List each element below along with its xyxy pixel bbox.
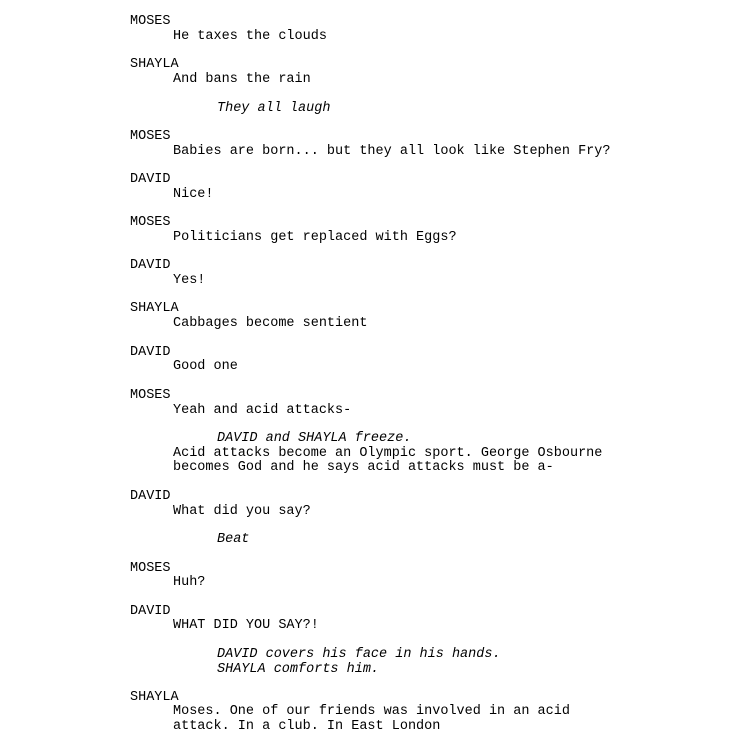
dialogue-line: becomes God and he says acid attacks must be a-: [173, 460, 554, 475]
character-name: MOSES: [130, 388, 171, 403]
dialogue-line: Yes!: [173, 273, 206, 288]
character-name: SHAYLA: [130, 57, 179, 72]
character-name: MOSES: [130, 129, 171, 144]
character-name: DAVID: [130, 345, 171, 360]
dialogue-line: And bans the rain: [173, 72, 311, 87]
dialogue-line: Yeah and acid attacks-: [173, 403, 352, 418]
stage-direction: They all laugh: [217, 101, 331, 116]
character-name: DAVID: [130, 489, 171, 504]
dialogue-line: WHAT DID YOU SAY?!: [173, 618, 319, 633]
stage-direction: Beat: [217, 532, 250, 547]
dialogue-line: Nice!: [173, 187, 214, 202]
character-name: DAVID: [130, 172, 171, 187]
character-name: MOSES: [130, 561, 171, 576]
dialogue-line: attack. In a club. In East London: [173, 719, 441, 734]
stage-direction: DAVID and SHAYLA freeze.: [217, 431, 412, 446]
character-name: SHAYLA: [130, 301, 179, 316]
character-name: MOSES: [130, 215, 171, 230]
dialogue-line: Acid attacks become an Olympic sport. George Osbourne: [173, 446, 603, 461]
stage-direction: SHAYLA comforts him.: [217, 662, 380, 677]
dialogue-line: Babies are born... but they all look like Stephen Fry?: [173, 144, 611, 159]
character-name: MOSES: [130, 14, 171, 29]
character-name: SHAYLA: [130, 690, 179, 705]
dialogue-line: Moses. One of our friends was involved in an acid: [173, 704, 570, 719]
dialogue-line: Politicians get replaced with Eggs?: [173, 230, 457, 245]
dialogue-line: He taxes the clouds: [173, 29, 327, 44]
dialogue-line: Good one: [173, 359, 238, 374]
dialogue-line: Cabbages become sentient: [173, 316, 368, 331]
dialogue-line: What did you say?: [173, 504, 311, 519]
stage-direction: DAVID covers his face in his hands.: [217, 647, 501, 662]
character-name: DAVID: [130, 258, 171, 273]
dialogue-line: Huh?: [173, 575, 206, 590]
character-name: DAVID: [130, 604, 171, 619]
